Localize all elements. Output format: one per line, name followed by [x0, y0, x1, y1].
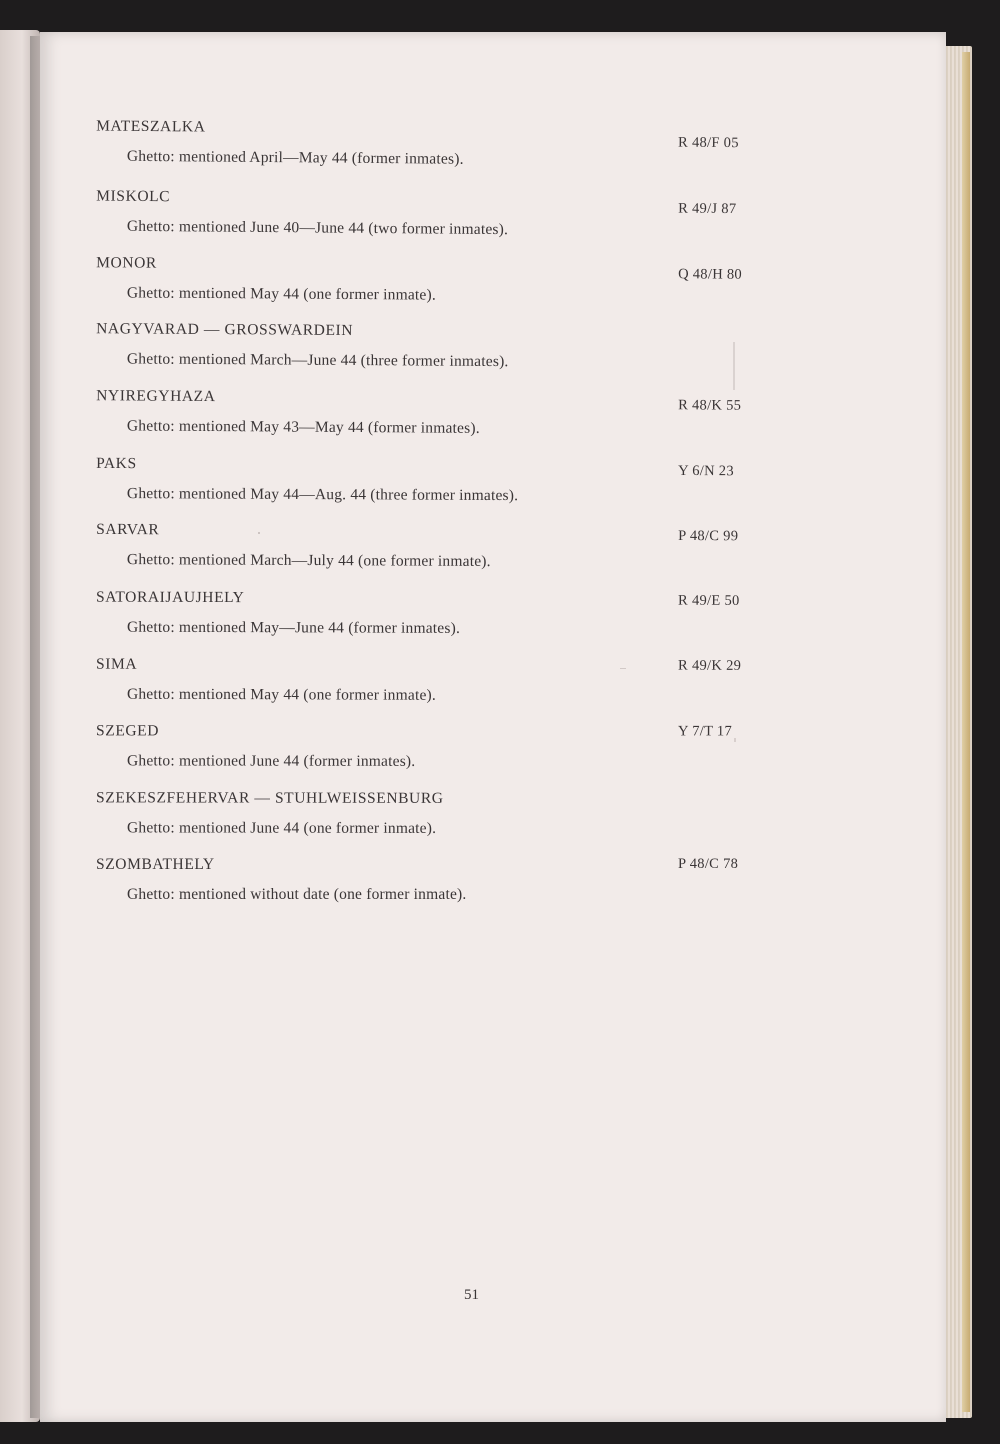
entry-detail: Ghetto: mentioned May 43—May 44 (former inmates). [126, 417, 480, 437]
entry-detail: Ghetto: mentioned May 44—Aug. 44 (three former inmates). [126, 485, 519, 505]
ghetto-entry [40, 856, 946, 916]
map-reference: P 48/C 78 [678, 856, 739, 872]
entry-detail: Ghetto: mentioned June 44 (one former inmate). [126, 819, 437, 837]
map-reference: R 49/J 87 [678, 200, 737, 218]
place-name: SZEKESZFEHERVAR — STUHLWEISSENBURG [96, 789, 444, 807]
place-name: MONOR [96, 254, 157, 272]
document-page [40, 32, 946, 1422]
place-name: SATORAIJAUJHELY [96, 588, 245, 607]
entry-detail: Ghetto: mentioned June 44 (former inmates). [126, 752, 416, 770]
place-name: SARVAR [96, 520, 160, 539]
paper-mark [733, 342, 735, 390]
ghetto-entry [40, 588, 946, 651]
ghetto-entry [40, 320, 946, 386]
ghetto-entry [40, 655, 946, 718]
entry-detail: Ghetto: mentioned March—July 44 (one former inmate). [126, 551, 491, 570]
ghetto-entry [40, 455, 946, 520]
place-name: SIMA [96, 655, 138, 673]
ghetto-entry [40, 254, 946, 320]
entry-detail: Ghetto: mentioned May—June 44 (former inmates). [126, 618, 461, 637]
place-name: MISKOLC [96, 187, 171, 206]
paper-mark [620, 668, 626, 669]
map-reference: R 49/E 50 [678, 592, 740, 609]
place-name: PAKS [96, 454, 137, 473]
paper-mark [258, 532, 260, 534]
page-stack-gilt-edge [962, 52, 970, 1412]
entry-detail: Ghetto: mentioned without date (one former inmate). [127, 886, 467, 903]
map-reference: P 48/C 99 [678, 527, 739, 545]
ghetto-entry [40, 789, 946, 851]
entry-detail: Ghetto: mentioned April—May 44 (former inmates). [126, 147, 464, 168]
map-reference: R 48/K 55 [678, 397, 742, 414]
paper-mark [734, 738, 736, 742]
map-reference: R 49/K 29 [678, 657, 742, 674]
place-name: SZOMBATHELY [96, 856, 215, 873]
place-name: NAGYVARAD — GROSSWARDEIN [96, 320, 354, 340]
ghetto-entry [40, 521, 946, 586]
page-number: 51 [464, 1287, 479, 1303]
ghetto-entry [40, 117, 946, 185]
entry-detail: Ghetto: mentioned March—June 44 (three former inmates). [126, 350, 509, 371]
entry-detail: Ghetto: mentioned May 44 (one former inmate). [126, 284, 437, 304]
map-reference: Y 7/T 17 [678, 723, 733, 740]
ghetto-entry [40, 187, 946, 255]
map-reference: Q 48/H 80 [678, 266, 743, 283]
ghetto-entry [40, 722, 946, 784]
ghetto-entry [40, 387, 946, 453]
place-name: SZEGED [96, 722, 160, 740]
place-name: MATESZALKA [96, 117, 206, 136]
map-reference: Y 6/N 23 [678, 462, 734, 480]
place-name: NYIREGYHAZA [96, 387, 216, 406]
entry-detail: Ghetto: mentioned June 40—June 44 (two former inmates). [126, 217, 509, 239]
map-reference: R 48/F 05 [678, 134, 739, 152]
entry-detail: Ghetto: mentioned May 44 (one former inmate). [126, 685, 437, 704]
